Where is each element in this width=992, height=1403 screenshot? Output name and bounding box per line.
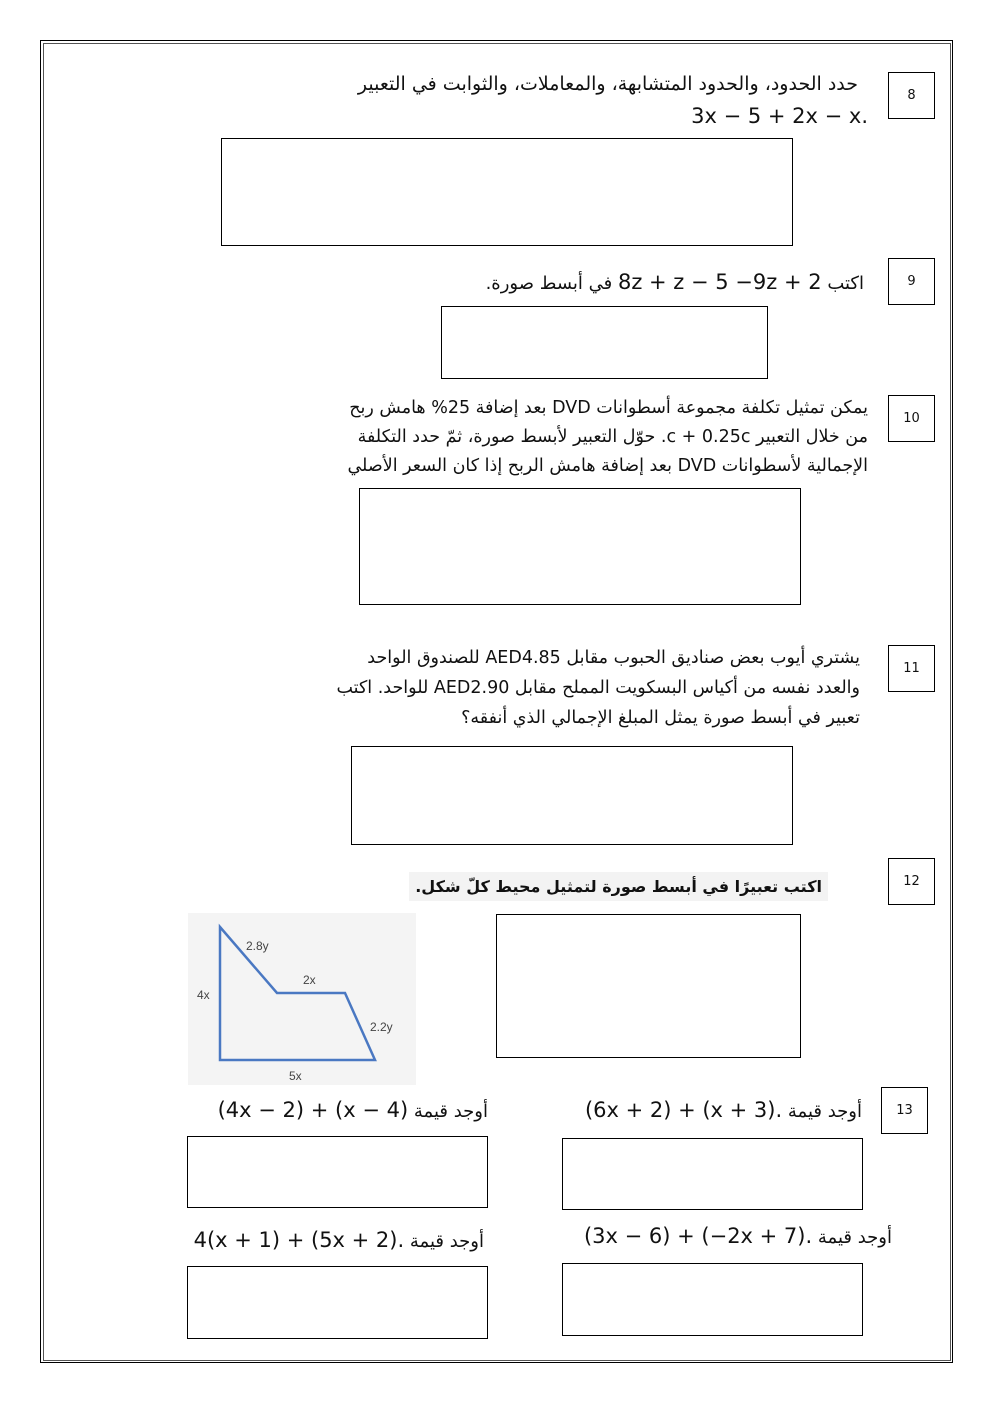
label-top: 2x: [303, 973, 316, 987]
expression-13d: 4(x + 1) + (5x + 2).: [193, 1228, 405, 1252]
label-slant-top: 2.8y: [246, 939, 269, 953]
question-11-line-1: يشتري أيوب بعض صناديق الحبوب مقابل AED4.85 للصندوق الواحد: [367, 648, 860, 668]
label-left: 4x: [197, 988, 210, 1002]
answer-box-10[interactable]: [359, 488, 801, 605]
question-12-text: اكتب تعبيرًا في أبسط صورة لتمثيل محيط كلّ شكل.: [409, 872, 828, 901]
expression-13c: (3x − 6) + (−2x + 7).: [583, 1224, 813, 1248]
label-bottom: 5x: [289, 1069, 302, 1083]
answer-box-13d[interactable]: [187, 1266, 488, 1339]
answer-box-13c[interactable]: [562, 1263, 863, 1336]
question-11-line-3: تعبير في أبسط صورة يمثل المبلغ الإجمالي الذي أنفقه؟: [461, 708, 860, 728]
question-number-10: 10: [888, 395, 935, 442]
prompt: أوجد قيمة: [413, 1101, 488, 1122]
question-number-13: 13: [881, 1087, 928, 1134]
question-13b: [218, 1096, 488, 1126]
label-slant-right: 2.2y: [370, 1020, 393, 1034]
question-9-after: في أبسط صورة.: [485, 273, 613, 294]
question-8-text: حدد الحدود، والحدود المتشابهة، والمعاملات، والثوابت في التعبير: [357, 73, 858, 95]
prompt: أوجد قيمة: [409, 1231, 484, 1252]
question-9-text: [486, 268, 864, 298]
expression-13a: (6x + 2) + (x + 3).: [584, 1098, 783, 1122]
prompt: أوجد قيمة: [787, 1101, 862, 1122]
question-9-before: اكتب: [827, 273, 864, 294]
answer-box-13a[interactable]: [562, 1138, 863, 1210]
question-number-11: 11: [888, 645, 935, 692]
question-10-line-2: من خلال التعبير c + 0.25c. حوّل التعبير لأبسط صورة، ثمّ حدد التكلفة: [357, 427, 868, 447]
question-13c: [584, 1222, 892, 1252]
answer-box-11[interactable]: [351, 746, 793, 845]
prompt: أوجد قيمة: [817, 1227, 892, 1248]
question-number-8: 8: [888, 72, 935, 119]
polygon-shape: [188, 913, 416, 1085]
question-13a: [585, 1096, 862, 1126]
question-13d: [194, 1226, 484, 1256]
question-9-expression: 8z + z − 5 −9z + 2: [617, 270, 822, 294]
answer-box-13b[interactable]: [187, 1136, 488, 1208]
expression-13b: (4x − 2) + (x − 4): [217, 1098, 409, 1122]
question-10-line-1: يمكن تمثيل تكلفة مجموعة أسطوانات DVD بعد إضافة 25% هامش ربح: [349, 398, 868, 418]
question-10-line-3: الإجمالية لأسطوانات DVD بعد إضافة هامش الربح إذا كان السعر الأصلي: [347, 456, 868, 476]
answer-box-8[interactable]: [221, 138, 793, 246]
answer-box-12[interactable]: [496, 914, 801, 1058]
question-number-9: 9: [888, 258, 935, 305]
question-8-expression: 3x − 5 + 2x − x.: [691, 104, 868, 128]
perimeter-figure: [188, 913, 416, 1085]
question-8-math-line: [691, 102, 868, 132]
question-number-12: 12: [888, 858, 935, 905]
question-11-line-2: والعدد نفسه من أكياس البسكويت المملح مقابل AED2.90 للواحد. اكتب: [336, 678, 860, 698]
answer-box-9[interactable]: [441, 306, 768, 379]
